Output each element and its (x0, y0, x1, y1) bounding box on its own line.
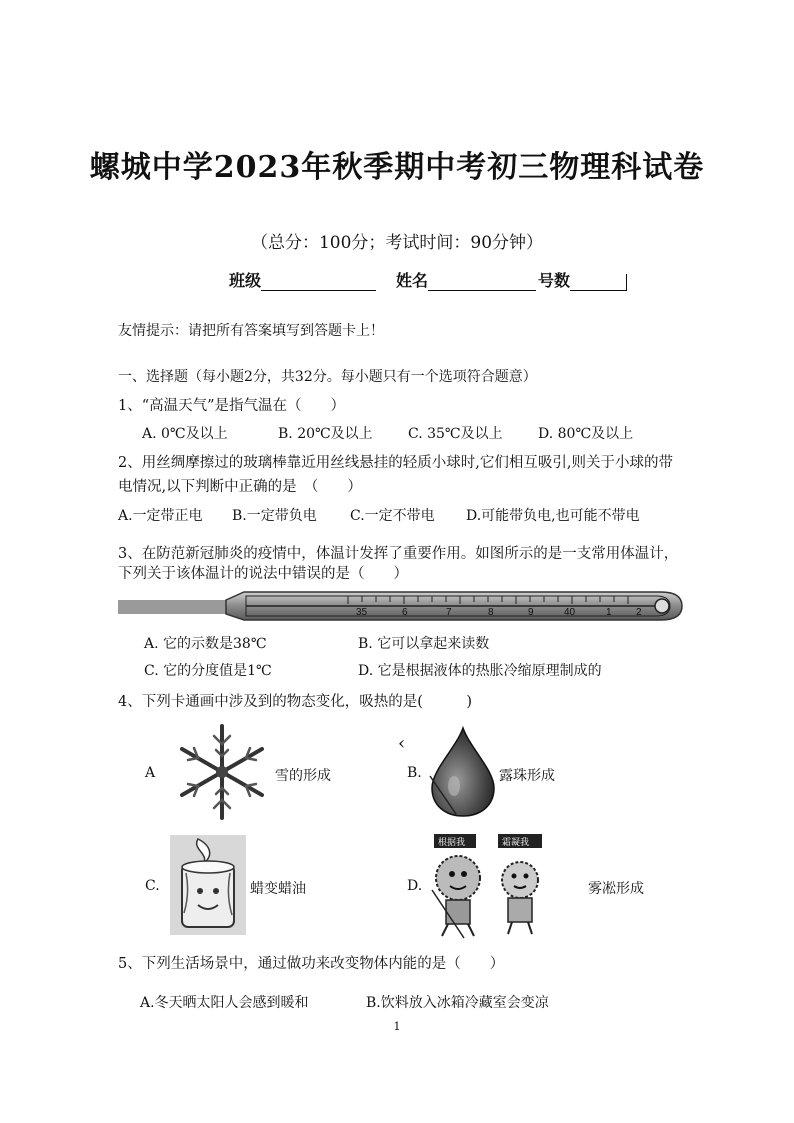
number-field (538, 268, 627, 291)
question-1-stem: 1、“高温天气”是指气温在（ ） (118, 398, 346, 414)
scale-label: 9 (528, 607, 534, 618)
exam-subtitle: （总分：100分；考试时间：90分钟） (250, 233, 544, 253)
class-label: 班级 (229, 271, 262, 290)
q3-option-d: D. 它是根据液体的热胀冷缩原理制成的 (358, 663, 602, 679)
q4-label-c: C. (145, 878, 160, 894)
thermometer-icon (116, 586, 686, 626)
q2-option-b: B.一定带负电 (232, 508, 317, 524)
q2-option-c: C.一定不带电 (350, 508, 435, 524)
q5-option-a: A.冬天晒太阳人会感到暖和 (140, 995, 309, 1011)
name-blank (428, 274, 536, 291)
q4-label-a: A (145, 765, 156, 781)
scale-label: 40 (564, 607, 576, 618)
snowflake-icon (170, 720, 274, 824)
q1-option-a: A. 0℃及以上 (142, 426, 228, 442)
scale-label: 1 (606, 607, 612, 618)
q3-option-b: B. 它可以拿起来读数 (358, 636, 490, 652)
candle-icon (168, 833, 248, 937)
q4-caption-a: 雪的形成 (275, 768, 331, 784)
question-3-stem: 3、在防范新冠肺炎的疫情中，体温计发挥了重要作用。如图所示的是一支常用体温计， (118, 546, 679, 562)
class-field (229, 268, 376, 291)
question-4-stem: 4、下列卡通画中涉及到的物态变化，吸热的是( ) (118, 694, 473, 710)
q2-option-d: D.可能带负电,也可能不带电 (466, 508, 640, 524)
number-blank (570, 274, 627, 291)
page-number: 1 (393, 1020, 401, 1033)
q1-option-d: D. 80℃及以上 (538, 426, 634, 442)
frost-image (428, 830, 548, 940)
mark-icon: ‹ (398, 733, 406, 754)
number-label: 号数 (538, 271, 571, 290)
name-field (396, 268, 536, 291)
scale-label: 6 (402, 607, 408, 618)
section-heading: 一、选择题（每小题2分，共32分。每小题只有一个选项符合题意） (118, 369, 537, 385)
q2-option-a: A.一定带正电 (118, 508, 203, 524)
q4-label-d: D. (407, 878, 423, 894)
q1-option-c: C. 35℃及以上 (408, 426, 503, 442)
scale-label: 7 (446, 607, 452, 618)
dewdrop-image (428, 726, 498, 818)
candle-image (168, 833, 248, 937)
frost-tag-right: 霜凝我 (502, 838, 530, 848)
name-label: 姓名 (396, 271, 429, 290)
q3-option-c: C. 它的分度值是1℃ (144, 663, 272, 679)
frost-tag-left: 根据我 (438, 838, 466, 848)
question-3-stem-cont: 下列关于该体温计的说法中错误的是（ ） (118, 566, 408, 582)
q4-caption-c: 蜡变蜡油 (250, 881, 306, 897)
q3-option-a: A. 它的示数是38℃ (144, 636, 267, 652)
q4-caption-b: 露珠形成 (499, 768, 555, 784)
scale-label: 35 (356, 607, 368, 618)
q5-option-b: B.饮料放入冰箱冷藏室会变凉 (366, 995, 549, 1011)
q4-label-b: B. (407, 765, 422, 781)
snowflake-image (170, 720, 274, 824)
class-blank (261, 274, 376, 291)
q1-option-b: B. 20℃及以上 (278, 426, 373, 442)
frost-characters-icon (428, 830, 548, 940)
question-2-stem-cont: 电情况,以下判断中正确的是 （ ） (118, 479, 362, 495)
q4-caption-d: 雾凇形成 (588, 881, 644, 897)
dewdrop-icon (428, 726, 498, 818)
page-title: 螺城中学2023年秋季期中考初三物理科试卷 (89, 150, 705, 185)
scale-label: 2 (636, 607, 642, 618)
scale-label: 8 (488, 607, 494, 618)
notice: 友情提示：请把所有答案填写到答题卡上！ (118, 323, 384, 339)
thermometer-image (116, 586, 686, 626)
question-5-stem: 5、下列生活场景中，通过做功来改变物体内能的是（ ） (118, 956, 505, 972)
question-2-stem: 2、用丝绸摩擦过的玻璃棒靠近用丝线悬挂的轻质小球时,它们相互吸引,则关于小球的带 (118, 455, 673, 471)
